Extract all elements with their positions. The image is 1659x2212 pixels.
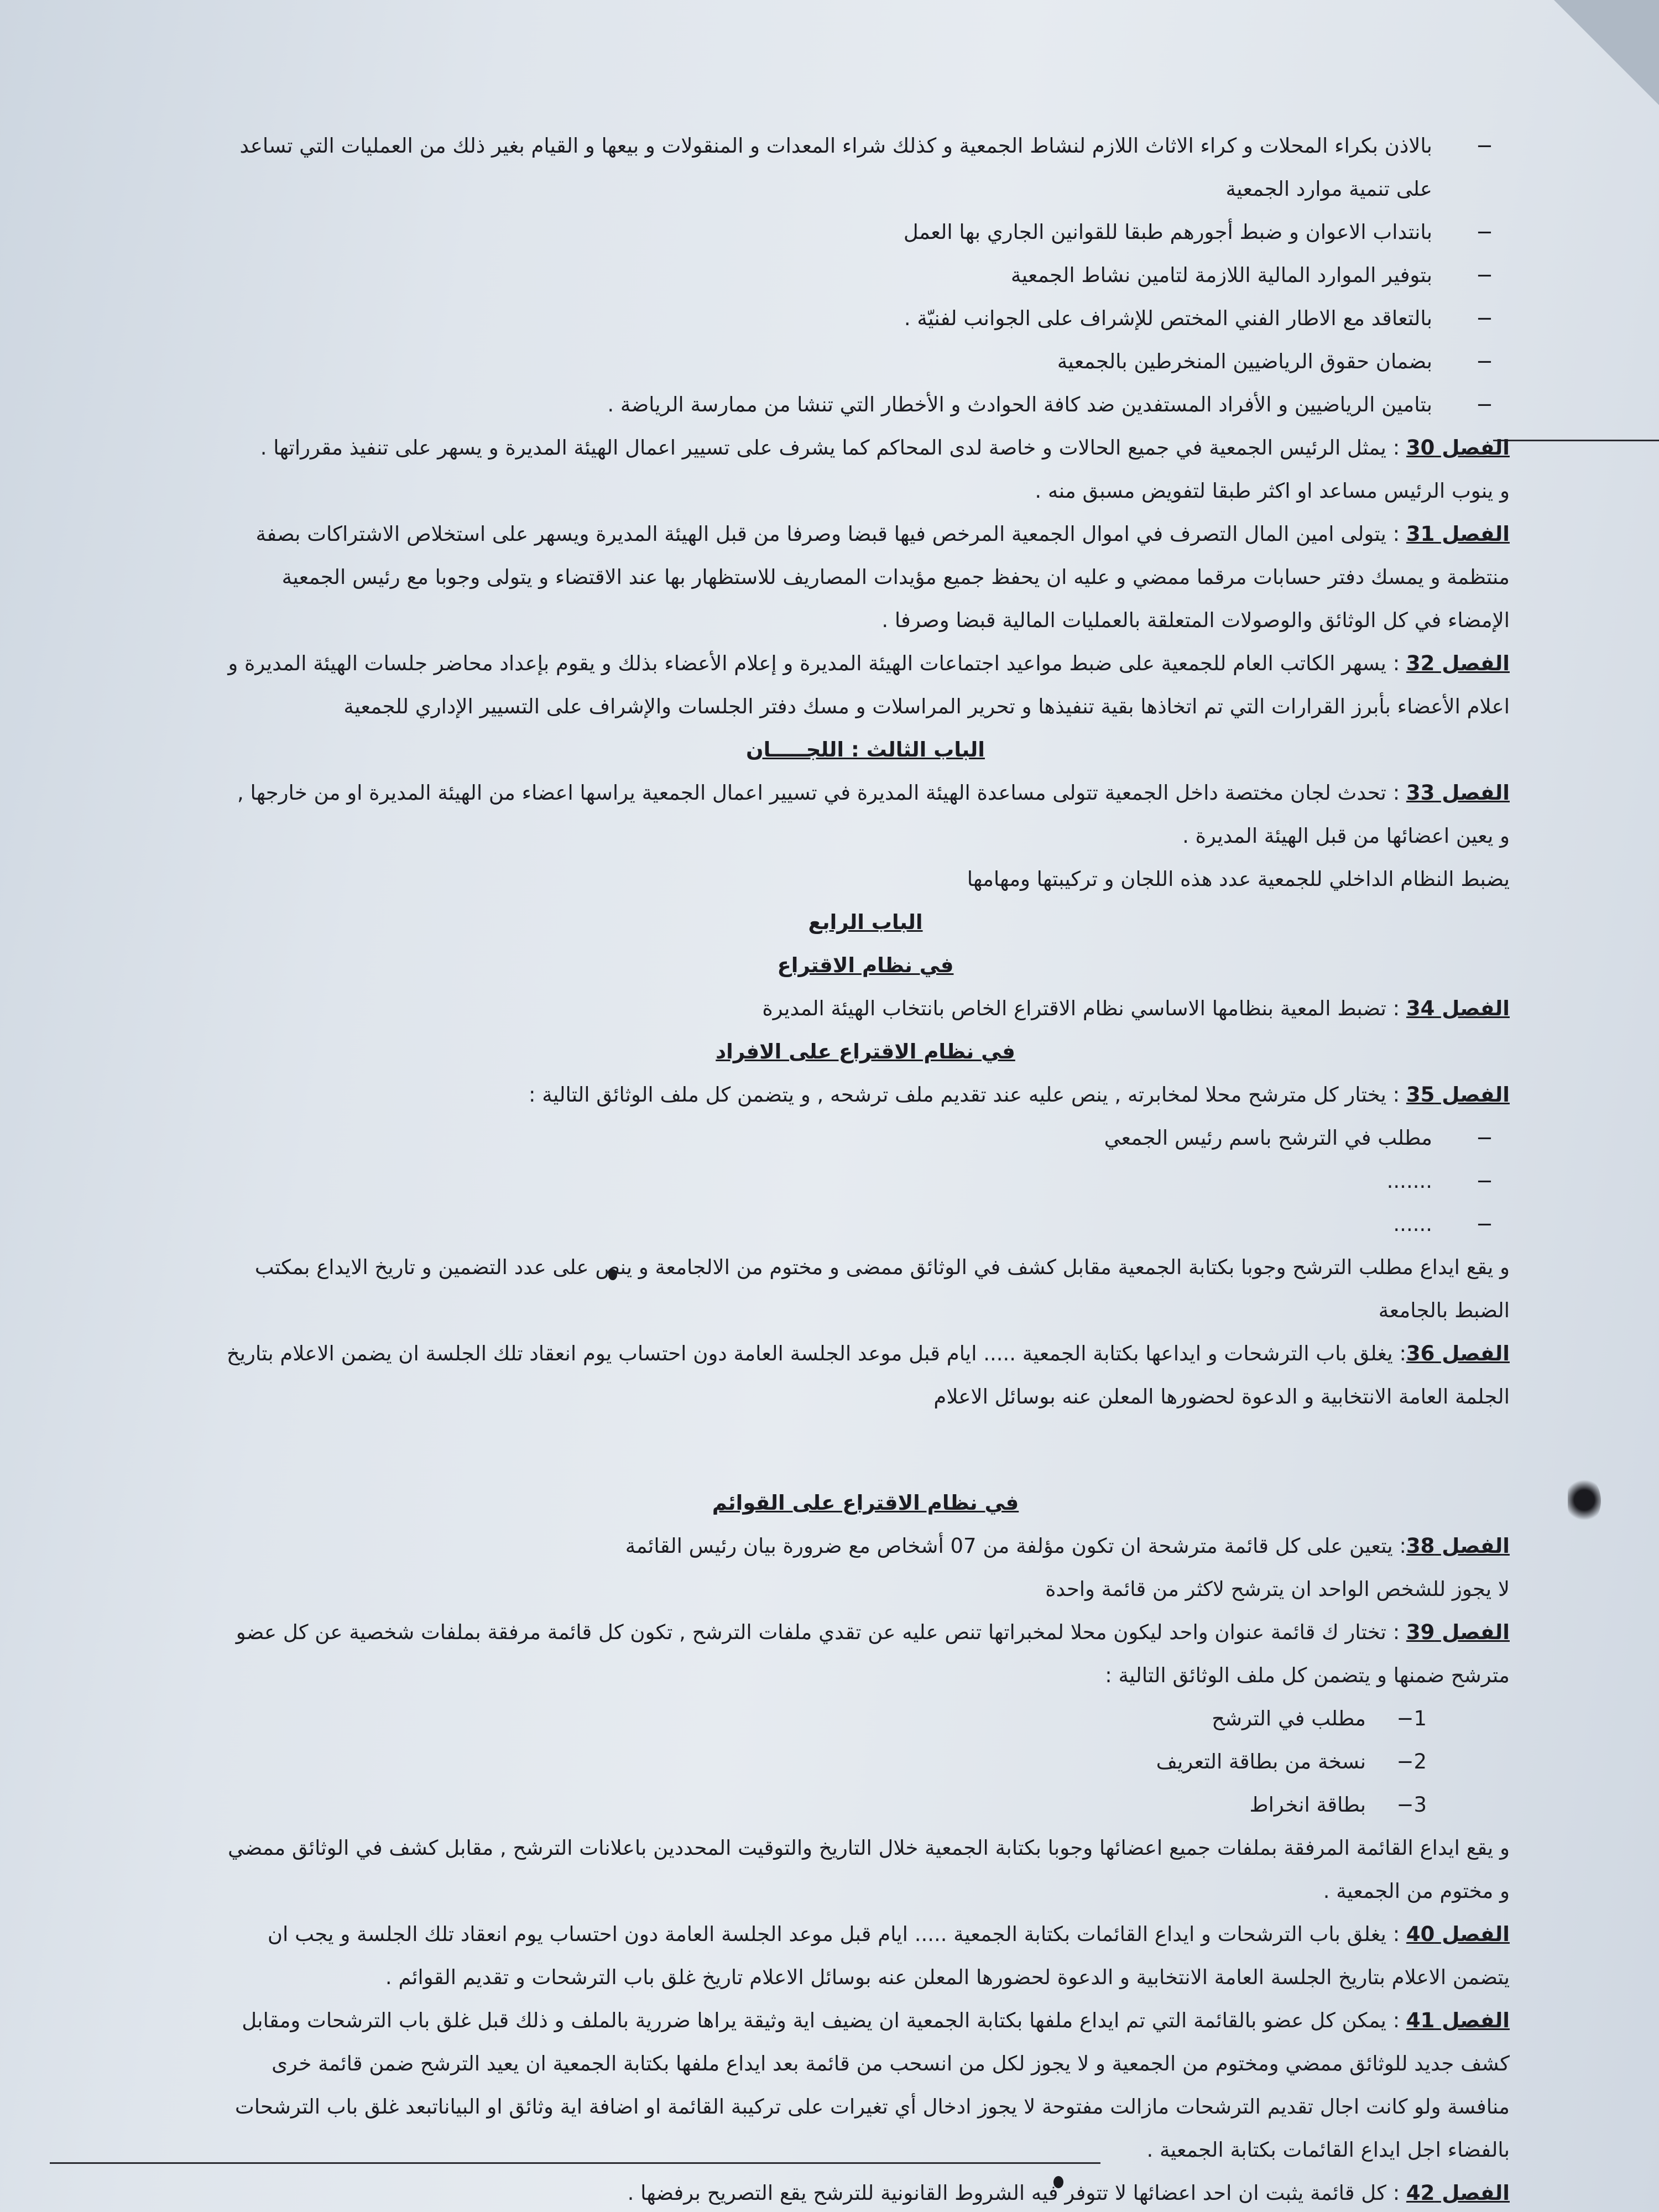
bullet-text: بالتعاقد مع الاطار الفني المختص للإشراف على الجوانب لفنيّة . (904, 306, 1432, 330)
dash-marker: − (1475, 263, 1493, 287)
item-number: 1− (1396, 1707, 1427, 1730)
item-number: 2− (1396, 1750, 1427, 1773)
article-text: : يغلق باب الترشحات و ايداعها بكتابة الجمعية ..... ايام قبل موعد الجلسة العامة دون احتساب يوم انعقاد تلك الجلسة ان يضمن الاعلام بتاريخ الجلمة العامة الانتخابية و الدعوة لحضورها المعلن عنه بوسائل الاعلام (226, 1342, 1510, 1408)
bullet-item (221, 340, 1510, 383)
article-text: : يمكن كل عضو بالقائمة التي تم ايداع ملفها بكتابة الجمعية ان يضيف اية وثيقة يراها ضررية بالملف و ذلك قبل غلق باب الترشحات ومقابل كشف جديد للوثائق ممضي ومختوم من الجمعية و لا يجوز لكل من انسحب من قائمة بعد ايداع ملفها بكتابة الجمعية ان يعيد الترشح ضمن قائمة خرى منافسة ولو كانت اجال تقديم الترشحات مازالت مفتوحة لا يجوز ادخال أي تغيرات على تركيبة القائمة او اضافة اية وثائق او البياناتبعد غلق باب الترشحات بالفضاء اجل ايداع القائمات بكتابة الجمعية . (234, 2008, 1510, 2162)
bullet-text: بتامين الرياضيين و الأفراد المستفدين ضد كافة الحوادث و الأخطار التي تنشا من ممارسة الرياضة . (607, 393, 1432, 416)
article-label: الفصل 35 (1406, 1083, 1510, 1107)
article-paragraph (221, 1611, 1510, 1697)
bullet-text: ...... (1393, 1212, 1432, 1236)
article-label: الفصل 38 (1406, 1534, 1510, 1558)
article-label: الفصل 33 (1406, 781, 1510, 805)
article-text: : تحدث لجان مختصة داخل الجمعية تتولى مساعدة الهيئة المديرة في تسيير اعمال الجمعية يراسها اعضاء من الهيئة المديرة او من خارجها , و يعين اعضائها من قبل الهيئة المديرة . (237, 781, 1510, 848)
bullet-item (221, 297, 1510, 340)
article-paragraph (221, 1525, 1510, 1568)
article-paragraph (221, 1332, 1510, 1418)
dash-marker: − (1475, 349, 1493, 373)
bullet-text: بالاذن بكراء المحلات و كراء الاثاث اللازم لنشاط الجمعية و كذلك شراء المعدات و المنقولات و بيعها و القيام بغير ذلك من العمليات التي تساعد على تنمية موارد الجمعية (239, 134, 1432, 201)
bullet-text: بانتداب الاعوان و ضبط أجورهم طبقا للقوانين الجاري بها العمل (903, 220, 1432, 244)
paragraph: و يقع ايداع مطلب الترشح وجوبا بكتابة الجمعية مقابل كشف في الوثائق ممضى و مختوم من الالجامعة و ينص على عدد التضمين و تاريخ الايداع بمكتب الضبط بالجامعة (254, 1255, 1510, 1322)
article-label: الفصل 36 (1406, 1342, 1510, 1365)
article-label: الفصل 41 (1406, 2008, 1510, 2032)
article-text: : كل قائمة يثبت ان احد اعضائها لا تتوفر فيه الشروط القانونية للترشح يقع التصريح برفضها . (627, 2181, 1406, 2205)
numbered-item (221, 1783, 1510, 1827)
ink-blot (1568, 1477, 1601, 1524)
article-text: : يسهر الكاتب العام للجمعية على ضبط مواعيد اجتماعات الهيئة المديرة و إعلام الأعضاء بذلك و يقوم بإعداد محاضر جلسات الهيئة المديرة و اعلام الأعضاء بأبرز القرارات التي تم اتخاذها بقية تنفيذها و تحرير المراسلات و مسك دفتر الجلسات والإشراف على التسيير الإداري للجمعية (228, 651, 1510, 718)
article-label: الفصل 42 (1406, 2181, 1510, 2205)
article-paragraph (221, 2172, 1510, 2212)
article-text: : يغلق باب الترشحات و ايداع القائمات بكتابة الجمعية ..... ايام قبل موعد الجلسة العامة دون احتساب يوم انعقاد تلك الجلسة و يجب ان يتضمن الاعلام بتاريخ الجلسة العامة الانتخابية و الدعوة لحضورها المعلن عنه بوسائل الاعلام تاريخ غلق باب الترشحات و تقديم القوائم . (267, 1922, 1510, 1989)
article-paragraph (221, 513, 1510, 642)
article-text: : يمثل الرئيس الجمعية في جميع الحالات و خاصة لدى المحاكم كما يشرف على تسيير اعمال الهيئة المديرة و يسهر على تنفيذ مقرراتها . (260, 436, 1406, 460)
dash-marker: − (1475, 1212, 1493, 1236)
article-label: الفصل 40 (1406, 1922, 1510, 1946)
document-body (221, 124, 1510, 2212)
paragraph: و يقع ايداع القائمة المرفقة بملفات جميع اعضائها وجوبا بكتابة الجمعية خلال التاريخ والتوقيت المحددين باعلانات الترشح , مقابل كشف في الوثائق ممضي و مختوم من الجمعية . (228, 1836, 1510, 1903)
section-heading: في نظام الاقتراع على الافراد (716, 1040, 1015, 1063)
item-number: 3− (1396, 1793, 1427, 1817)
dash-marker: − (1475, 306, 1493, 330)
section-heading: في نظام الاقتراع على القوائم (712, 1491, 1019, 1515)
article-text: : يختار كل مترشح محلا لمخابرته , ينص عليه عند تقديم ملف ترشحه , و يتضمن كل ملف الوثائق التالية : (529, 1083, 1406, 1107)
article-paragraph (221, 426, 1510, 469)
numbered-item (221, 1697, 1510, 1740)
item-text: بطاقة انخراط (1249, 1793, 1366, 1817)
bullet-text: بتوفير الموارد المالية اللازمة لتامين نشاط الجمعية (1010, 263, 1432, 287)
dash-marker: − (1475, 1126, 1493, 1150)
bottom-rule (50, 2162, 1100, 2164)
paragraph: و ينوب الرئيس مساعد او اكثر طبقا لتفويض مسبق منه . (1035, 479, 1510, 503)
article-text: : تضبط المعية بنظامها الاساسي نظام الاقتراع الخاص بانتخاب الهيئة المديرة (762, 997, 1406, 1020)
bullet-item (221, 383, 1510, 426)
article-label: الفصل 39 (1406, 1620, 1510, 1644)
dash-marker: − (1475, 1169, 1493, 1193)
article-label: الفصل 30 (1406, 436, 1510, 460)
paragraph: لا يجوز للشخص الواحد ان يترشح لاكثر من قائمة واحدة (1045, 1577, 1510, 1601)
bullet-item (221, 124, 1510, 211)
bullet-item (221, 1203, 1510, 1246)
article-paragraph (221, 771, 1510, 858)
bullet-text: بضمان حقوق الرياضيين المنخرطين بالجمعية (1057, 349, 1432, 373)
article-paragraph (221, 1913, 1510, 1999)
dash-marker: − (1475, 393, 1493, 416)
article-paragraph (221, 987, 1510, 1030)
dash-marker: − (1475, 220, 1493, 244)
article-paragraph (221, 1999, 1510, 2172)
section-heading: في نظام الاقتراع (777, 953, 954, 977)
pen-stroke (1493, 440, 1659, 441)
bullet-item (221, 1117, 1510, 1160)
section-heading: الباب الرابع (808, 910, 923, 934)
item-text: نسخة من بطاقة التعريف (1156, 1750, 1366, 1773)
article-text: : يتولى امين المال التصرف في اموال الجمعية المرخص فيها قبضا وصرفا من قبل الهيئة المديرة ويسهر على استخلاص الاشتراكات بصفة منتظمة و يمسك دفتر حسابات مرقما ممضي و عليه ان يحفظ جميع مؤيدات المصاريف للاستظهار بها عند الاقتضاء و يتولى وجوبا مع رئيس الجمعية الإمضاء في كل الوثائق والوصولات المتعلقة بالعمليات المالية قبضا وصرفا . (255, 522, 1510, 632)
spacer (221, 1439, 1510, 1461)
bullet-item (221, 254, 1510, 297)
item-text: مطلب في الترشح (1212, 1707, 1366, 1730)
bullet-text: ....... (1386, 1169, 1432, 1193)
numbered-item (221, 1740, 1510, 1783)
article-paragraph (221, 642, 1510, 728)
article-paragraph (221, 1073, 1510, 1117)
folded-corner (1554, 0, 1659, 105)
bullet-text: مطلب في الترشح باسم رئيس الجمعي (1104, 1126, 1432, 1150)
section-heading: الباب الثالث : اللجـــــان (746, 738, 985, 761)
bullet-item (221, 211, 1510, 254)
paragraph: يضبط النظام الداخلي للجمعية عدد هذه اللجان و تركيبتها ومهامها (967, 867, 1510, 891)
article-label: الفصل 34 (1406, 997, 1510, 1020)
article-text: : تختار ك قائمة عنوان واحد ليكون محلا لمخبراتها تنص عليه عن تقدي ملفات الترشح , تكون كل قائمة مرفقة بملفات شخصية عن كل عضو مترشح ضمنها و يتضمن كل ملف الوثائق التالية : (236, 1620, 1510, 1687)
article-label: الفصل 31 (1406, 522, 1510, 546)
article-text: : يتعين على كل قائمة مترشحة ان تكون مؤلفة من 07 أشخاص مع ضرورة بيان رئيس القائمة (625, 1534, 1406, 1558)
dash-marker: − (1475, 134, 1493, 158)
article-label: الفصل 32 (1406, 651, 1510, 675)
bullet-item (221, 1160, 1510, 1203)
